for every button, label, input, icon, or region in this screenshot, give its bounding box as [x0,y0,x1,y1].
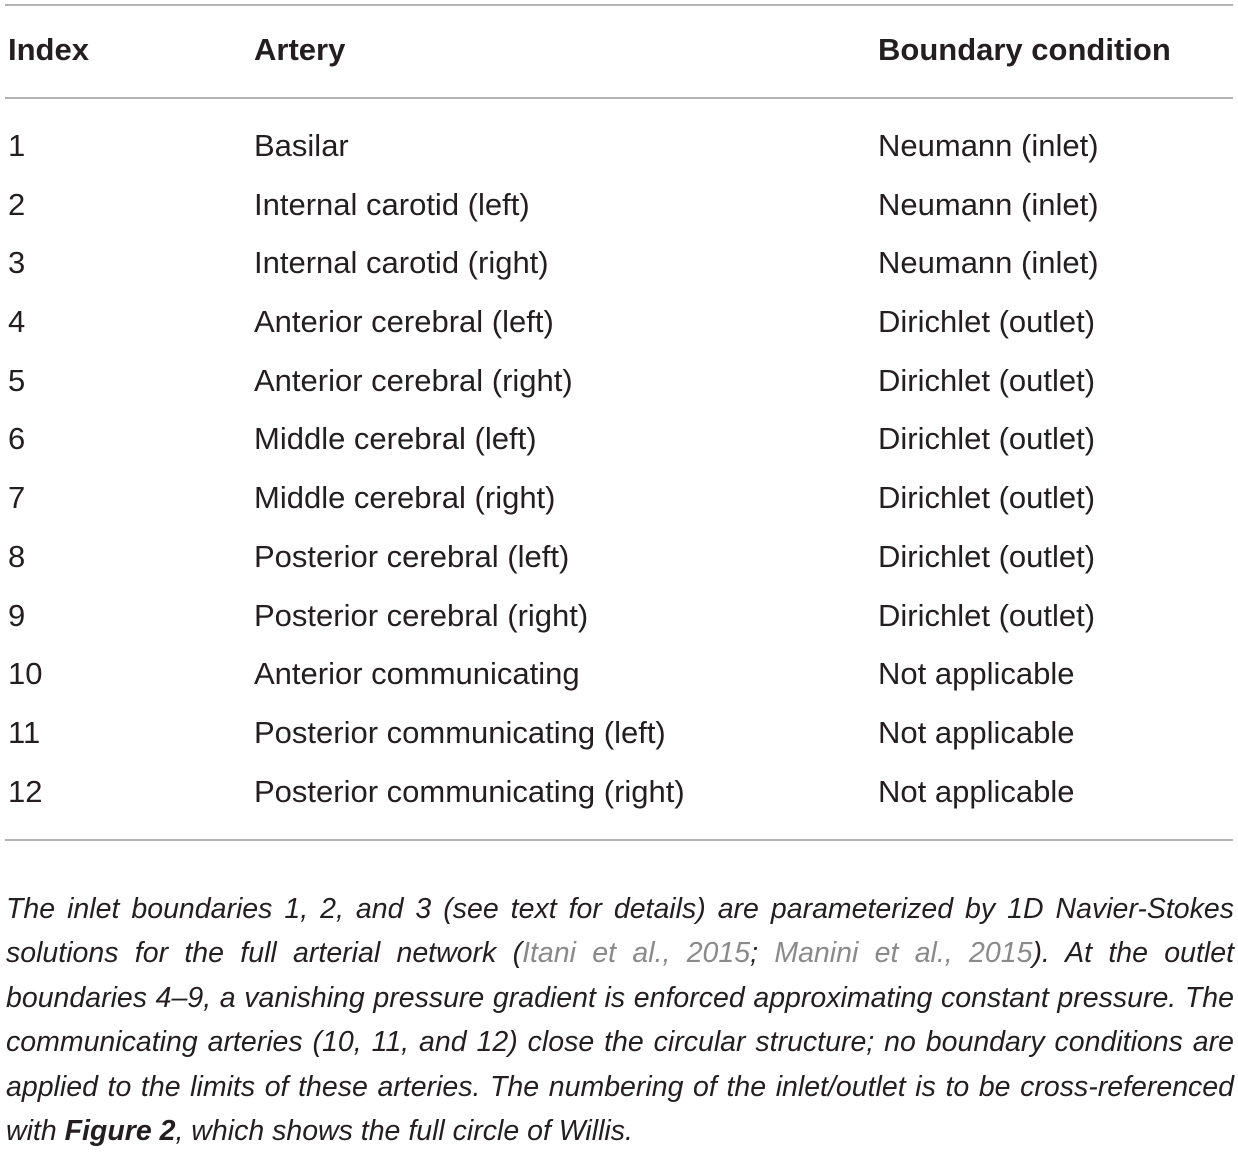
row-index: 4 [8,300,25,344]
row-index: 2 [8,183,25,227]
table-row [0,359,1238,418]
row-boundary-condition: Dirichlet (outlet) [878,535,1095,579]
caption-separator: ; [750,937,774,969]
row-index: 9 [8,594,25,638]
row-artery: Posterior cerebral (right) [254,594,588,638]
table-row [0,300,1238,359]
table-body [0,124,1238,828]
row-boundary-condition: Dirichlet (outlet) [878,594,1095,638]
table-row [0,417,1238,476]
row-boundary-condition: Dirichlet (outlet) [878,359,1095,403]
row-index: 12 [8,770,42,814]
row-boundary-condition: Dirichlet (outlet) [878,417,1095,461]
table-header-rule [5,97,1233,99]
caption-text: ). At the outlet boundaries 4–9, a vanishing pressure gradient is enforced approximating constant pressure. The communicating arteries (10, 11, and 12) close the circular structure; no boundary conditions are applied to the limits of these arteries. The numbering of the inlet/outlet is to be cross-referenced with [6,937,1234,1147]
row-index: 1 [8,124,25,168]
table-top-rule [5,4,1233,6]
row-artery: Posterior cerebral (left) [254,535,569,579]
header-index: Index [8,28,89,72]
table-header [0,28,1238,72]
table-row [0,711,1238,770]
row-boundary-condition: Neumann (inlet) [878,241,1099,285]
row-index: 6 [8,417,25,461]
row-index: 7 [8,476,25,520]
row-artery: Anterior cerebral (left) [254,300,554,344]
figure-reference-link[interactable]: Figure 2 [65,1115,176,1147]
row-artery: Anterior communicating [254,652,580,696]
row-boundary-condition: Not applicable [878,770,1074,814]
row-boundary-condition: Not applicable [878,711,1074,755]
row-artery: Internal carotid (left) [254,183,530,227]
row-index: 3 [8,241,25,285]
row-index: 5 [8,359,25,403]
row-index: 8 [8,535,25,579]
row-boundary-condition: Neumann (inlet) [878,183,1099,227]
table-row [0,652,1238,711]
row-artery: Middle cerebral (right) [254,476,556,520]
row-artery: Posterior communicating (right) [254,770,685,814]
row-boundary-condition: Dirichlet (outlet) [878,300,1095,344]
row-boundary-condition: Not applicable [878,652,1074,696]
caption-text: , which shows the full circle of Willis. [175,1115,632,1147]
table-row [0,476,1238,535]
row-boundary-condition: Dirichlet (outlet) [878,476,1095,520]
row-artery: Basilar [254,124,349,168]
table-row [0,770,1238,829]
table-row [0,535,1238,594]
table-row [0,594,1238,653]
row-artery: Anterior cerebral (right) [254,359,573,403]
citation-link-itani[interactable]: Itani et al., 2015 [522,937,750,969]
row-artery: Middle cerebral (left) [254,417,537,461]
header-boundary-condition: Boundary condition [878,28,1171,72]
header-artery: Artery [254,28,345,72]
row-artery: Posterior communicating (left) [254,711,666,755]
table-row [0,124,1238,183]
caption-text: The inlet boundaries 1, 2, and 3 (see text for details) are parameterized by 1D Navier-Stokes solutions for the full arterial network ( [6,893,1234,970]
row-index: 11 [8,711,40,755]
row-index: 10 [8,652,42,696]
table-row [0,183,1238,242]
table-caption [6,887,1234,1154]
row-boundary-condition: Neumann (inlet) [878,124,1099,168]
table-bottom-rule [5,839,1233,841]
table-row [0,241,1238,300]
row-artery: Internal carotid (right) [254,241,549,285]
citation-link-manini[interactable]: Manini et al., 2015 [774,937,1032,969]
